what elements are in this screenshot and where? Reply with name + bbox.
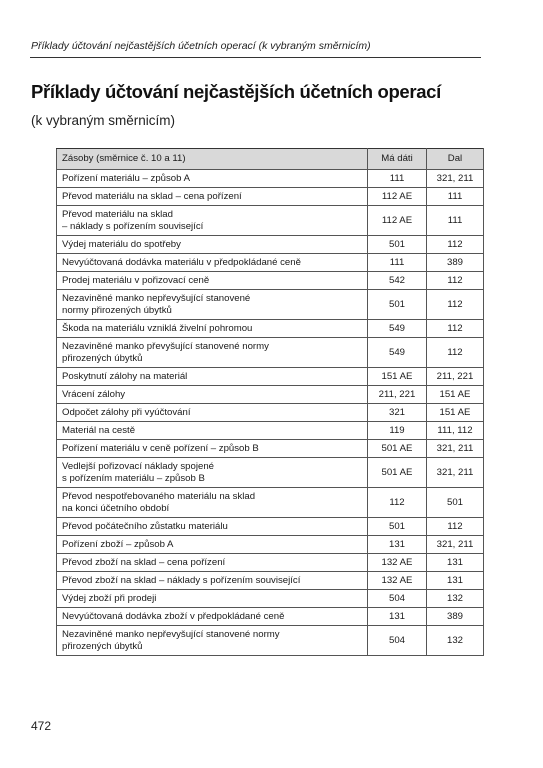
- operation-description: [57, 290, 368, 320]
- operation-description-line: přirozených úbytků: [62, 640, 143, 652]
- debit-account: 112 AE: [368, 206, 427, 236]
- credit-account: 112: [427, 518, 484, 536]
- credit-account: 211, 221: [427, 368, 484, 386]
- page-title: Příklady účtování nejčastějších účetních operací: [31, 81, 441, 102]
- table-row: [57, 404, 484, 422]
- operation-description: [57, 272, 368, 290]
- operation-description-line: Poskytnutí zálohy na materiál: [62, 370, 188, 382]
- table-row: [57, 170, 484, 188]
- debit-account: 131: [368, 536, 427, 554]
- header-rule: [30, 57, 481, 58]
- operation-description: [57, 254, 368, 272]
- credit-account: 389: [427, 608, 484, 626]
- table-row: [57, 554, 484, 572]
- operation-description-line: Výdej materiálu do spotřeby: [62, 238, 181, 250]
- operation-description-line: Převod materiálu na sklad: [62, 209, 173, 220]
- table-row: [57, 236, 484, 254]
- operation-description-line: Prodej materiálu v pořizovací ceně: [62, 274, 210, 286]
- credit-account: 151 AE: [427, 386, 484, 404]
- operation-description: [57, 554, 368, 572]
- debit-account: 111: [368, 254, 427, 272]
- debit-account: 501 AE: [368, 440, 427, 458]
- debit-header: Má dáti: [368, 149, 427, 170]
- operation-description: [57, 404, 368, 422]
- credit-account: 132: [427, 590, 484, 608]
- running-header: Příklady účtování nejčastějších účetních operací (k vybraným směrnicím): [31, 40, 371, 52]
- operation-description: [57, 608, 368, 626]
- table-row: [57, 590, 484, 608]
- credit-account: 112: [427, 272, 484, 290]
- accounting-operations-table: [56, 148, 484, 656]
- debit-account: 211, 221: [368, 386, 427, 404]
- credit-account: 321, 211: [427, 536, 484, 554]
- table-row: [57, 368, 484, 386]
- operation-description-line: normy přirozených úbytků: [62, 304, 172, 316]
- table-row: [57, 188, 484, 206]
- credit-account: 112: [427, 320, 484, 338]
- debit-account: 549: [368, 338, 427, 368]
- table-row: [57, 488, 484, 518]
- operation-description-line: Převod materiálu na sklad – cena pořízení: [62, 190, 242, 202]
- debit-account: 549: [368, 320, 427, 338]
- section-header: Zásoby (směrnice č. 10 a 11): [57, 149, 368, 170]
- credit-account: 131: [427, 554, 484, 572]
- operation-description: [57, 386, 368, 404]
- operation-description: [57, 338, 368, 368]
- operation-description: [57, 368, 368, 386]
- credit-header: Dal: [427, 149, 484, 170]
- operation-description-line: Vrácení zálohy: [62, 388, 126, 400]
- operation-description-line: Převod počátečního zůstatku materiálu: [62, 520, 228, 532]
- operation-description-line: Nevyúčtovaná dodávka zboží v předpokládané ceně: [62, 610, 285, 622]
- debit-account: 542: [368, 272, 427, 290]
- credit-account: 321, 211: [427, 170, 484, 188]
- operation-description: [57, 536, 368, 554]
- debit-account: 111: [368, 170, 427, 188]
- credit-account: 112: [427, 290, 484, 320]
- operation-description-line: s pořízením materiálu – způsob B: [62, 472, 205, 484]
- operation-description-line: Pořízení zboží – způsob A: [62, 538, 174, 550]
- credit-account: 112: [427, 338, 484, 368]
- operation-description: [57, 170, 368, 188]
- credit-account: 321, 211: [427, 440, 484, 458]
- credit-account: 132: [427, 626, 484, 656]
- credit-account: 389: [427, 254, 484, 272]
- debit-account: 112 AE: [368, 188, 427, 206]
- table-row: [57, 518, 484, 536]
- table-row: [57, 458, 484, 488]
- table-row: [57, 440, 484, 458]
- operation-description-line: na konci účetního období: [62, 502, 170, 514]
- operation-description: [57, 440, 368, 458]
- table-row: [57, 536, 484, 554]
- debit-account: 131: [368, 608, 427, 626]
- credit-account: 111: [427, 206, 484, 236]
- operation-description: [57, 320, 368, 338]
- operation-description: [57, 590, 368, 608]
- debit-account: 504: [368, 590, 427, 608]
- operation-description-line: Výdej zboží při prodeji: [62, 592, 157, 604]
- page-number: 472: [31, 719, 52, 733]
- table-body: [57, 170, 484, 656]
- operation-description-line: – náklady s pořízením související: [62, 220, 204, 232]
- debit-account: 501: [368, 290, 427, 320]
- operation-description-line: Nezaviněné manko nepřevyšující stanovené: [62, 293, 251, 304]
- table-row: [57, 206, 484, 236]
- operation-description-line: Materiál na cestě: [62, 424, 136, 436]
- table-row: [57, 422, 484, 440]
- table-row: [57, 626, 484, 656]
- credit-account: 151 AE: [427, 404, 484, 422]
- credit-account: 501: [427, 488, 484, 518]
- operation-description-line: Pořízení materiálu v ceně pořízení – způsob B: [62, 442, 259, 454]
- debit-account: 132 AE: [368, 572, 427, 590]
- table-row: [57, 608, 484, 626]
- table-row: [57, 290, 484, 320]
- table-header-row: [57, 149, 484, 170]
- table-row: [57, 320, 484, 338]
- operation-description: [57, 458, 368, 488]
- operation-description: [57, 488, 368, 518]
- debit-account: 501 AE: [368, 458, 427, 488]
- operation-description: [57, 626, 368, 656]
- credit-account: 111, 112: [427, 422, 484, 440]
- operation-description: [57, 236, 368, 254]
- operation-description: [57, 422, 368, 440]
- debit-account: 321: [368, 404, 427, 422]
- credit-account: 131: [427, 572, 484, 590]
- credit-account: 321, 211: [427, 458, 484, 488]
- debit-account: 151 AE: [368, 368, 427, 386]
- table-row: [57, 254, 484, 272]
- debit-account: 504: [368, 626, 427, 656]
- debit-account: 501: [368, 518, 427, 536]
- table-row: [57, 386, 484, 404]
- operation-description-line: Převod zboží na sklad – cena pořízení: [62, 556, 226, 568]
- operation-description-line: Pořízení materiálu – způsob A: [62, 172, 190, 184]
- operation-description-line: Odpočet zálohy při vyúčtování: [62, 406, 191, 418]
- table-row: [57, 272, 484, 290]
- credit-account: 112: [427, 236, 484, 254]
- table-row: [57, 572, 484, 590]
- operation-description-line: Převod nespotřebovaného materiálu na sklad: [62, 491, 256, 502]
- operation-description-line: Převod zboží na sklad – náklady s pořízením související: [62, 574, 301, 586]
- operation-description: [57, 572, 368, 590]
- operation-description-line: přirozených úbytků: [62, 352, 143, 364]
- page-subtitle: (k vybraným směrnicím): [31, 113, 176, 128]
- operation-description-line: Nevyúčtovaná dodávka materiálu v předpokládané ceně: [62, 256, 301, 268]
- operation-description-line: Škoda na materiálu vzniklá živelní pohromou: [62, 322, 253, 334]
- operation-description-line: Nezaviněné manko převyšující stanovené normy: [62, 341, 269, 352]
- credit-account: 111: [427, 188, 484, 206]
- table-row: [57, 338, 484, 368]
- debit-account: 501: [368, 236, 427, 254]
- operation-description: [57, 518, 368, 536]
- operation-description-line: Vedlejší pořizovací náklady spojené: [62, 461, 214, 472]
- operation-description-line: Nezaviněné manko nepřevyšující stanovené normy: [62, 629, 280, 640]
- operation-description: [57, 188, 368, 206]
- debit-account: 132 AE: [368, 554, 427, 572]
- debit-account: 112: [368, 488, 427, 518]
- operation-description: [57, 206, 368, 236]
- debit-account: 119: [368, 422, 427, 440]
